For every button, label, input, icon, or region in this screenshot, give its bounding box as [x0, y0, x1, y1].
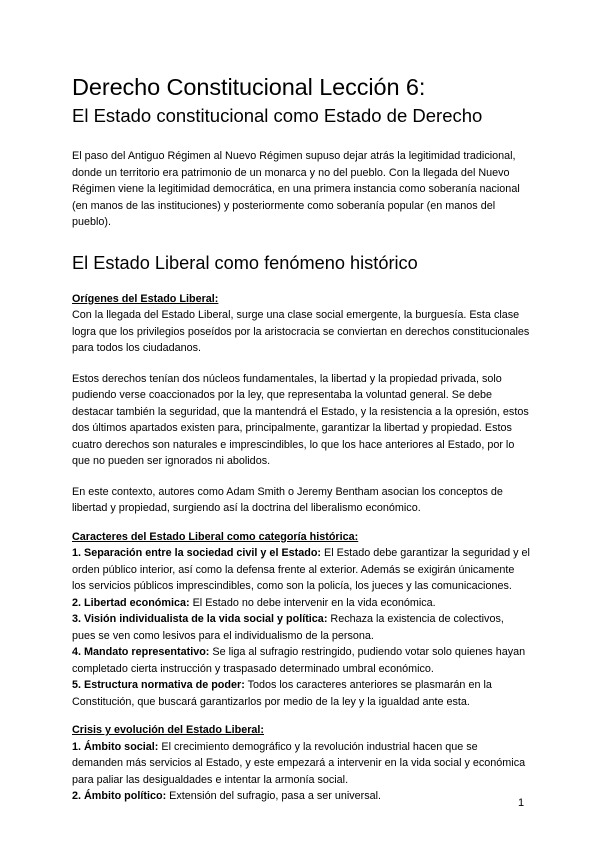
list-item-text: El Estado no debe intervenir en la vida económica. — [189, 596, 436, 609]
origins-paragraph-2: Estos derechos tenían dos núcleos fundamentales, la libertad y la propiedad privada, solo pudiendo verse coaccionados por la ley, que representaba la voluntad general. Se debe destacar también la seguridad, que la mantendrá el Estado, y la resistencia a la opresión, estos dos últimos apartados existen para, principalmente, garantizar la libertad y propiedad. Estos cuatro derechos son naturales e imprescindibles, lo que los hace anteriores al Estado, por lo que no pueden ser ignorados ni abolidos. — [72, 372, 529, 467]
list-item-text: Todos los caracteres anteriores se plasmarán en la Constitución, que buscará garantizarlos por medio de la ley y la igualdad ante esta. — [72, 679, 492, 708]
document-title: Derecho Constitucional Lección 6: — [72, 74, 426, 100]
list-item-text: Extensión del sufragio, pasa a ser universal. — [166, 790, 382, 802]
list-item-label: 4. Mandato representativo: — [72, 646, 210, 658]
list-item-label: 5. Estructura normativa de poder: — [72, 679, 245, 691]
page-number: 1 — [518, 797, 525, 809]
list-item-label: 2. Ámbito político: — [72, 790, 167, 802]
page-content — [72, 72, 530, 805]
crisis-heading: Crisis y evolución del Estado Liberal: — [72, 724, 264, 736]
list-item-label: 2. Libertad económica: — [72, 596, 190, 609]
section-title: El Estado Liberal como fenómeno histórico — [72, 252, 418, 273]
list-item-text: El Estado debe garantizar la seguridad y el orden público interior, así como la defensa frente al exterior. Además se exigirán únicamente los servicios públicos imprescindibles, como son la policía, los jueces y las comunicaciones. — [72, 547, 530, 592]
list-item-text: El crecimiento demográfico y la revolución industrial hacen que se demanden más servicios al Estado, y este empezará a intervenir en la vida social y económica para paliar las desigualdades e intentar la armonía social. — [72, 740, 526, 786]
list-item — [72, 644, 530, 677]
list-item-text: Se liga al sufragio restringido, pudiendo votar solo quienes hayan completado cierta instrucción y traspasado determinado umbral económico. — [72, 646, 526, 675]
list-item — [72, 611, 530, 644]
list-item-label: 3. Visión individualista de la vida social y política: — [72, 613, 328, 625]
list-item — [72, 739, 530, 789]
list-item — [72, 595, 530, 612]
origins-heading: Orígenes del Estado Liberal: — [72, 292, 219, 305]
list-item-label: 1. Ámbito social: — [72, 740, 159, 753]
characters-heading: Caracteres del Estado Liberal como categoría histórica: — [72, 530, 359, 543]
list-item — [72, 788, 530, 805]
origins-paragraph-3: En este contexto, autores como Adam Smith o Jeremy Bentham asocian los conceptos de libertad y propiedad, surgiendo así la doctrina del liberalismo económico. — [72, 485, 503, 514]
intro-paragraph: El paso del Antiguo Régimen al Nuevo Régimen supuso dejar atrás la legitimidad tradicional, donde un territorio era patrimonio de un monarca y no del pueblo. Con la llegada del Nuevo Régimen viene la legitimidad democrática, en una primera instancia como soberanía nacional (en manos de las instituciones) y posteriormente como soberanía popular (en manos del pueblo). — [72, 150, 520, 228]
list-item — [72, 545, 530, 595]
list-item-text: Rechaza la existencia de colectivos, pues se ven como lesivos para el individualismo de la persona. — [72, 613, 504, 642]
origins-paragraph-1: Con la llegada del Estado Liberal, surge una clase social emergente, la burguesía. Esta clase logra que los privilegios poseídos por la aristocracia se conviertan en derechos constitucionales para todos los ciudadanos. — [72, 309, 530, 354]
document-subtitle: El Estado constitucional como Estado de Derecho — [72, 105, 483, 126]
list-item-label: 1. Separación entre la sociedad civil y el Estado: — [72, 547, 322, 559]
list-item — [72, 677, 530, 710]
